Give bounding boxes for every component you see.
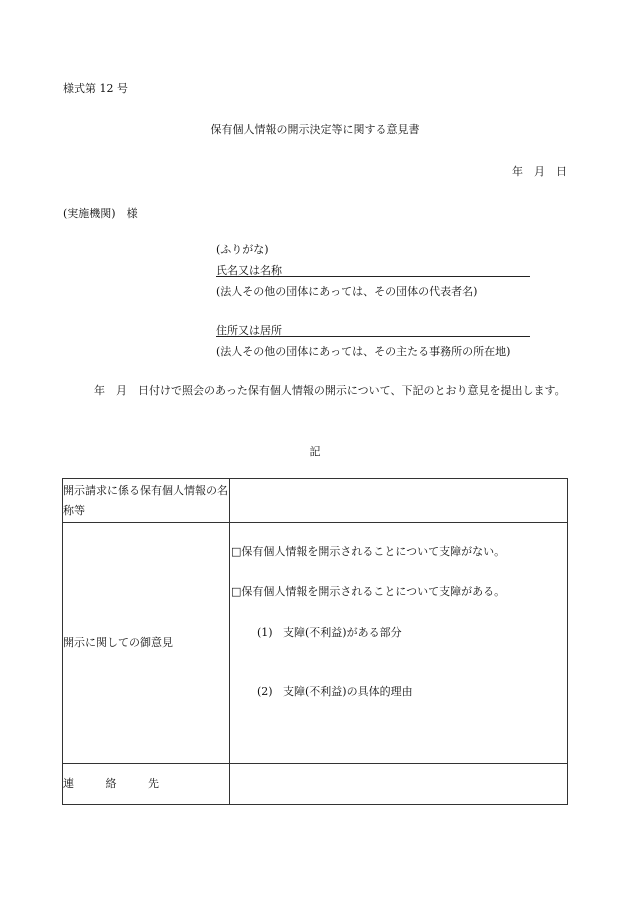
row1-label: 開示請求に係る保有個人情報の名称等: [63, 479, 230, 523]
name-field[interactable]: [216, 262, 530, 277]
furigana-label: (ふりがな): [216, 243, 269, 256]
sub-item-2-number: (2): [257, 685, 273, 698]
date-line: 年 月 日: [512, 165, 567, 178]
name-note: (法人その他の団体にあっては、その団体の代表者名): [216, 285, 478, 298]
table-row: [63, 523, 568, 764]
body-text: 年 月 日付けで照会のあった保有個人情報の開示について、下記のとおり意見を提出します。: [94, 384, 566, 397]
opinion-cell: [230, 523, 568, 764]
row2-label: 開示に関しての御意見: [63, 523, 230, 764]
ki-heading: 記: [309, 445, 321, 458]
sub-item-2: [257, 683, 413, 699]
row1-value-cell[interactable]: [230, 479, 568, 523]
form-number: 様式第 12 号: [63, 82, 128, 95]
opinion-table: [62, 478, 568, 805]
sub-item-1-text: 支障(不利益)がある部分: [283, 626, 402, 639]
sub-item-2-text: 支障(不利益)の具体的理由: [283, 685, 413, 698]
option-no-objection[interactable]: □保有個人情報を開示されることについて支障がない。: [231, 545, 506, 558]
addressee: (実施機関) 様: [63, 207, 138, 220]
document-title: 保有個人情報の開示決定等に関する意見書: [210, 123, 420, 136]
address-field[interactable]: [216, 322, 530, 337]
name-label: 氏名又は名称: [216, 264, 282, 277]
address-label: 住所又は居所: [216, 324, 282, 337]
table-row: [63, 764, 568, 805]
contact-label-text: 連 絡 先: [63, 777, 173, 790]
contact-value-cell[interactable]: [230, 764, 568, 805]
option-objection[interactable]: □保有個人情報を開示されることについて支障がある。: [231, 585, 506, 598]
sub-item-1-number: (1): [257, 626, 273, 639]
sub-item-1: [257, 624, 402, 640]
contact-label: [63, 764, 230, 805]
table-row: [63, 479, 568, 523]
address-note: (法人その他の団体にあっては、その主たる事務所の所在地): [216, 345, 511, 358]
